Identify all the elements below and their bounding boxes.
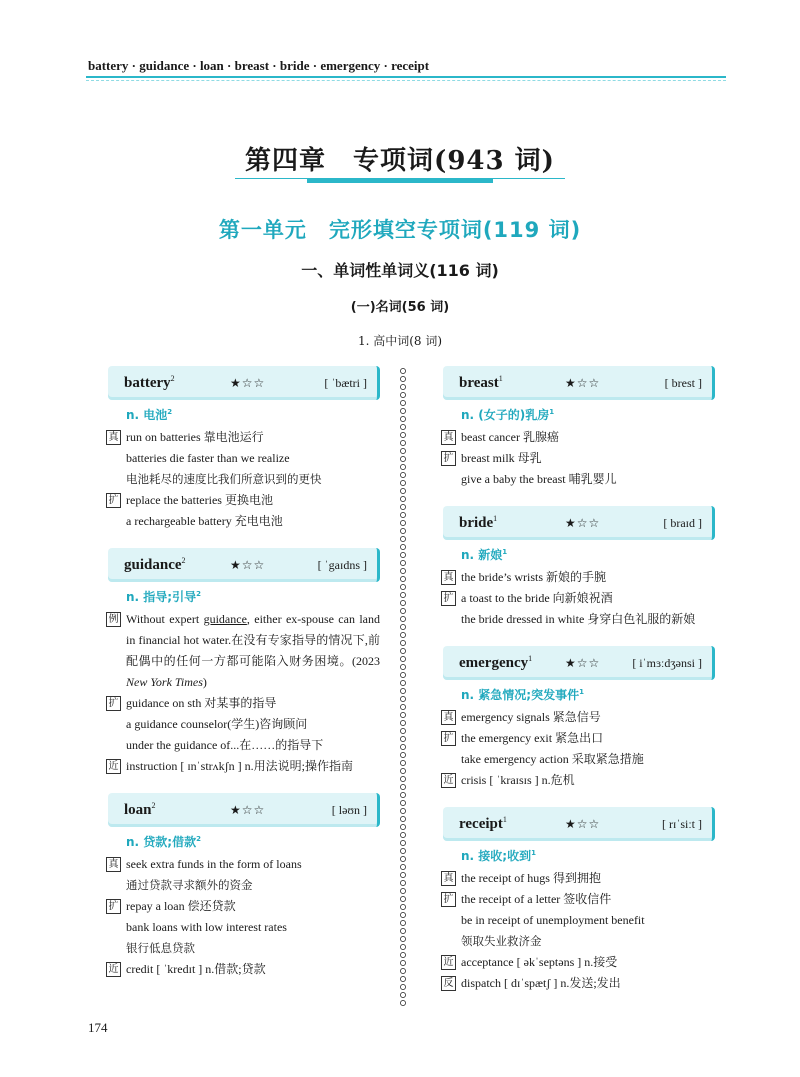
tag-kuo: 扩 bbox=[441, 451, 456, 466]
example-line: 扩 the emergency exit 紧急出口 bbox=[443, 728, 715, 749]
tag-zhen: 真 bbox=[441, 430, 456, 445]
headword: bride$^1$ bbox=[459, 514, 498, 531]
entry-loan bbox=[108, 793, 380, 980]
example-line: a guidance counselor(学生)咨询顾问 bbox=[126, 717, 308, 731]
headword: battery$^2$ bbox=[124, 374, 175, 391]
meaning: n. 紧急情况;突发事件$^1$ bbox=[461, 688, 584, 702]
example-paragraph: 例 Without expert guidance, either ex-spouse can land in financial hot water.在没有专家指导的情况下,前配偶中的任何一方都可能陷入财务困境。(2023 New York Times) bbox=[108, 609, 380, 693]
word-box bbox=[443, 807, 715, 841]
headword: receipt$^1$ bbox=[459, 815, 507, 832]
tag-zhen: 真 bbox=[441, 710, 456, 725]
tag-zhen: 真 bbox=[106, 857, 121, 872]
word-box bbox=[443, 646, 715, 680]
tag-zhen: 真 bbox=[106, 430, 121, 445]
example-line: 扩 breast milk 母乳 bbox=[443, 448, 715, 469]
phonetic: [ ləʊn ] bbox=[331, 803, 367, 817]
page-number: 174 bbox=[88, 1020, 108, 1035]
example-line: 近 crisis [ ˈkraɪsɪs ] n.危机 bbox=[443, 770, 715, 791]
example-line: 近 credit [ ˈkredɪt ] n.借款;贷款 bbox=[108, 959, 380, 980]
example-line: 银行低息贷款 bbox=[126, 941, 195, 955]
headword: breast$^1$ bbox=[459, 374, 503, 391]
meaning: n. 新娘$^1$ bbox=[461, 548, 508, 562]
example-line: batteries die faster than we realize bbox=[126, 451, 290, 465]
entry-emergency bbox=[443, 646, 715, 791]
headword: loan$^2$ bbox=[124, 801, 156, 818]
entry-receipt bbox=[443, 807, 715, 994]
phonetic: [ brest ] bbox=[664, 376, 702, 390]
tag-jin: 近 bbox=[441, 773, 456, 788]
chapter-rule-thick bbox=[307, 179, 493, 183]
left-column bbox=[108, 366, 380, 996]
tag-kuo: 扩 bbox=[106, 899, 121, 914]
word-box bbox=[443, 366, 715, 400]
subsubsection-title: 1. 高中词(8 词) bbox=[357, 334, 443, 348]
example-line: under the guidance of...在……的指导下 bbox=[126, 738, 324, 752]
example-line: 领取失业救济金 bbox=[461, 934, 542, 948]
example-line: 通过贷款寻求额外的资金 bbox=[126, 878, 253, 892]
entry-guidance bbox=[108, 548, 380, 777]
example-line: give a baby the breast 哺乳婴儿 bbox=[461, 472, 617, 486]
header-dotted-rule bbox=[86, 80, 726, 82]
word-box bbox=[108, 548, 380, 582]
difficulty-stars: ★☆☆ bbox=[565, 516, 601, 530]
entry-battery bbox=[108, 366, 380, 532]
headword: emergency$^1$ bbox=[459, 654, 533, 671]
example-line: 扩 a toast to the bride 向新娘祝酒 bbox=[443, 588, 715, 609]
word-box bbox=[443, 506, 715, 540]
word-box bbox=[108, 793, 380, 827]
example-line: 扩 guidance on sth 对某事的指导 bbox=[108, 693, 380, 714]
example-line: bank loans with low interest rates bbox=[126, 920, 287, 934]
phonetic: [ ˈgaɪdns ] bbox=[317, 558, 367, 572]
chapter-title: 第四章 专项词(943 词) bbox=[245, 146, 555, 176]
difficulty-stars: ★☆☆ bbox=[565, 376, 601, 390]
unit-title: 第一单元 完形填空专项词(119 词) bbox=[218, 218, 582, 242]
word-box bbox=[108, 366, 380, 400]
example-line: 真 seek extra funds in the form of loans bbox=[108, 854, 380, 875]
tag-jin: 近 bbox=[106, 962, 121, 977]
difficulty-stars: ★☆☆ bbox=[565, 817, 601, 831]
section-title: 一、单词性单词义(116 词) bbox=[301, 261, 499, 280]
meaning: n. 接收;收到$^1$ bbox=[461, 849, 536, 863]
example-line: 近 instruction [ ɪnˈstrʌkʃn ] n.用法说明;操作指南 bbox=[108, 756, 380, 777]
tag-kuo: 扩 bbox=[441, 892, 456, 907]
headword: guidance$^2$ bbox=[124, 556, 186, 573]
tag-fan: 反 bbox=[441, 976, 456, 991]
example-line: 真 the receipt of hugs 得到拥抱 bbox=[443, 868, 715, 889]
example-line: 电池耗尽的速度比我们所意识到的更快 bbox=[126, 472, 322, 486]
meaning: n. 电池$^2$ bbox=[126, 408, 173, 422]
tag-zhen: 真 bbox=[441, 570, 456, 585]
example-line: a rechargeable battery 充电电池 bbox=[126, 514, 283, 528]
difficulty-stars: ★☆☆ bbox=[230, 803, 266, 817]
subsection-title: (一)名词(56 词) bbox=[350, 300, 450, 315]
example-line: be in receipt of unemployment benefit bbox=[461, 913, 645, 927]
example-line: 真 the bride’s wrists 新娘的手腕 bbox=[443, 567, 715, 588]
tag-zhen: 真 bbox=[441, 871, 456, 886]
example-line: 真 emergency signals 紧急信号 bbox=[443, 707, 715, 728]
entry-bride bbox=[443, 506, 715, 630]
phonetic: [ rɪˈsiːt ] bbox=[662, 817, 702, 831]
example-line: 反 dispatch [ dɪˈspætʃ ] n.发送;发出 bbox=[443, 973, 715, 994]
tag-kuo: 扩 bbox=[106, 696, 121, 711]
column-divider bbox=[399, 368, 407, 1008]
tag-kuo: 扩 bbox=[441, 731, 456, 746]
phonetic: [ iˈmɜːdʒənsi ] bbox=[632, 656, 702, 670]
example-line: 扩 replace the batteries 更换电池 bbox=[108, 490, 380, 511]
entry-breast bbox=[443, 366, 715, 490]
meaning: n. (女子的)乳房$^1$ bbox=[461, 408, 555, 422]
example-line: 扩 repay a loan 偿还贷款 bbox=[108, 896, 380, 917]
tag-jin: 近 bbox=[106, 759, 121, 774]
header-rule bbox=[86, 76, 726, 78]
phonetic: [ braɪd ] bbox=[663, 516, 702, 530]
right-column bbox=[443, 366, 715, 1010]
difficulty-stars: ★☆☆ bbox=[565, 656, 601, 670]
example-line: the bride dressed in white 身穿白色礼服的新娘 bbox=[461, 612, 696, 626]
example-line: take emergency action 采取紧急措施 bbox=[461, 752, 644, 766]
example-line: 真 beast cancer 乳腺癌 bbox=[443, 427, 715, 448]
running-header: battery · guidance · loan · breast · bride · emergency · receipt bbox=[88, 58, 430, 73]
tag-kuo: 扩 bbox=[441, 591, 456, 606]
difficulty-stars: ★☆☆ bbox=[230, 558, 266, 572]
tag-li: 例 bbox=[106, 612, 121, 627]
example-line: 真 run on batteries 靠电池运行 bbox=[108, 427, 380, 448]
difficulty-stars: ★☆☆ bbox=[230, 376, 266, 390]
tag-kuo: 扩 bbox=[106, 493, 121, 508]
example-line: 扩 the receipt of a letter 签收信件 bbox=[443, 889, 715, 910]
example-line: 近 acceptance [ əkˈseptəns ] n.接受 bbox=[443, 952, 715, 973]
tag-jin: 近 bbox=[441, 955, 456, 970]
phonetic: [ ˈbætri ] bbox=[324, 376, 367, 390]
meaning: n. 贷款;借款$^2$ bbox=[126, 835, 201, 849]
meaning: n. 指导;引导$^2$ bbox=[126, 590, 201, 604]
